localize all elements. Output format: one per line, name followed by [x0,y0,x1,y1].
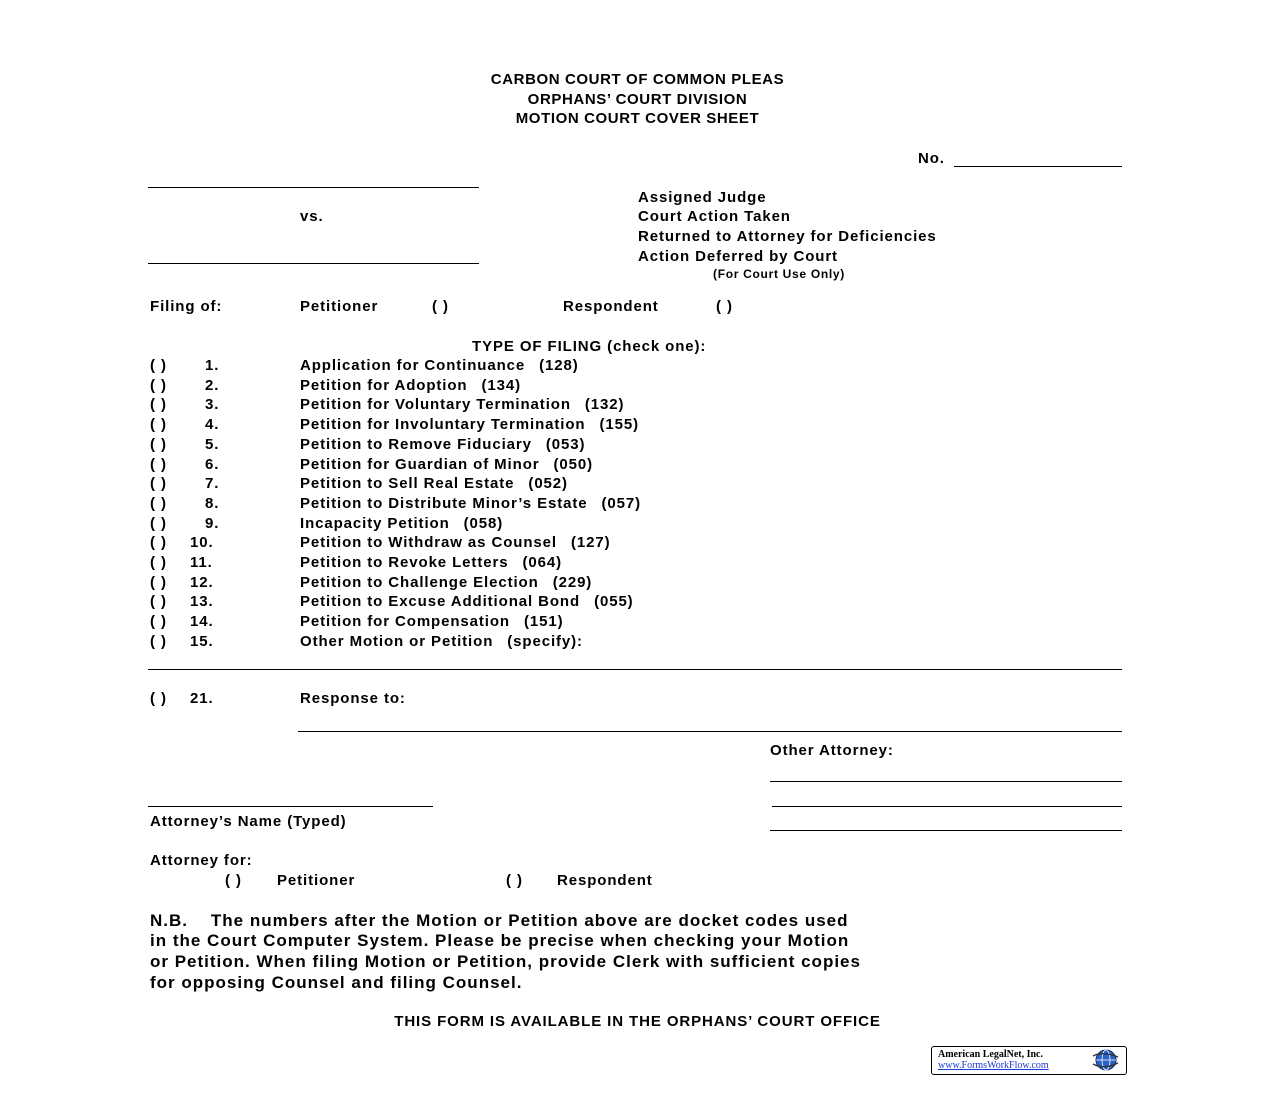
action-deferred-label: Action Deferred by Court [638,248,838,265]
filing-type-row[interactable] [150,357,950,377]
case-number-label: No. [918,150,945,167]
docket-code: (052) [528,475,568,493]
respondent-name-field[interactable] [148,263,479,264]
filing-type-label [300,534,610,551]
filing-type-number: 9. [205,514,220,532]
filing-type-row[interactable] [150,377,950,397]
form-availability-notice: THIS FORM IS AVAILABLE IN THE ORPHANS’ COURT OFFICE [394,1013,881,1030]
filing-type-label [300,436,585,453]
court-action-taken-label: Court Action Taken [638,208,791,225]
filing-type-checkbox[interactable]: ( ) [150,632,167,650]
other-attorney-field-1[interactable] [770,781,1122,782]
filing-type-label [300,613,564,630]
court-use-note: (For Court Use Only) [713,267,846,281]
filing-type-text: Petition to Revoke Letters [300,554,509,571]
docket-code: (229) [552,573,593,591]
other-attorney-field-3[interactable] [770,830,1122,831]
docket-code: (151) [524,613,564,631]
docket-code: (127) [570,534,611,552]
attorney-name-label: Attorney’s Name (Typed) [150,813,347,830]
versus-label: vs. [300,208,324,225]
response-to-field[interactable] [298,731,1122,732]
attorney-for-respondent-checkbox[interactable]: ( ) [506,872,523,889]
type-of-filing-heading: TYPE OF FILING (check one): [472,338,707,355]
filing-type-number: 4. [205,416,220,434]
attorney-for-label: Attorney for: [150,852,253,869]
filing-of-petitioner-checkbox[interactable]: ( ) [432,298,449,315]
filing-of-petitioner-label: Petitioner [300,298,379,315]
filing-type-number: 8. [205,494,220,512]
nb-line-2: in the Court Computer System. Please be precise when checking your Motion [150,931,850,950]
filing-type-text: Application for Continuance [300,357,526,374]
filing-type-row[interactable] [150,456,950,476]
filing-type-number: 1. [205,357,220,374]
filing-of-respondent-label: Respondent [563,298,659,315]
filing-type-row[interactable] [150,633,950,653]
attorney-name-field[interactable] [148,806,433,807]
case-number-field[interactable] [954,166,1122,167]
docket-code: (058) [463,514,504,532]
filing-type-checkbox[interactable]: ( ) [150,534,167,552]
filing-type-number: 15. [190,632,214,650]
other-motion-specify-field[interactable] [148,669,1122,670]
filing-type-row[interactable] [150,534,950,554]
filing-type-checkbox[interactable]: ( ) [150,554,167,571]
response-number: 21. [190,690,214,707]
filing-type-text: Petition for Involuntary Termination [300,416,586,434]
docket-code: (050) [553,455,594,473]
globe-icon [1090,1048,1120,1072]
filing-type-checkbox[interactable]: ( ) [150,514,167,532]
filing-type-checkbox[interactable]: ( ) [150,416,167,434]
filing-type-row[interactable] [150,495,950,515]
filing-type-checkbox[interactable]: ( ) [150,494,167,512]
filing-type-row[interactable] [150,475,950,495]
filing-type-row[interactable] [150,554,950,574]
filing-type-number: 2. [205,376,220,394]
filing-type-number: 14. [190,613,214,631]
filing-type-label [300,633,583,650]
filing-type-row[interactable] [150,515,950,535]
filing-type-row[interactable] [150,574,950,594]
logo-brand-text: American LegalNet, Inc. [938,1049,1043,1060]
filing-type-label [300,396,624,413]
filing-type-text: Petition to Distribute Minor’s Estate [300,494,588,512]
filing-type-row[interactable] [150,396,950,416]
filing-type-text: Petition to Withdraw as Counsel [300,534,557,552]
filing-type-text: Petition to Sell Real Estate [300,475,515,493]
attorney-for-petitioner-checkbox[interactable]: ( ) [225,872,242,889]
filing-type-checkbox[interactable]: ( ) [150,573,167,591]
filing-type-text: Other Motion or Petition [300,632,494,650]
filing-type-checkbox[interactable]: ( ) [150,455,167,473]
response-checkbox[interactable]: ( ) [150,690,167,707]
docket-code: (155) [599,416,639,434]
assigned-judge-label: Assigned Judge [638,189,767,206]
filing-type-number: 5. [205,435,220,453]
logo-url-link[interactable]: www.FormsWorkFlow.com [938,1060,1049,1071]
nb-line-3: or Petition. When filing Motion or Petition, provide Clerk with sufficient copies [150,952,861,971]
filing-type-checkbox[interactable]: ( ) [150,376,167,394]
filing-type-label [300,475,568,492]
filing-type-row[interactable] [150,593,950,613]
filing-type-label [300,554,562,571]
filing-type-label [300,574,592,591]
filing-type-row[interactable] [150,436,950,456]
filing-type-checkbox[interactable]: ( ) [150,613,167,631]
filing-type-checkbox[interactable]: ( ) [150,435,167,453]
filing-type-text: Petition for Adoption [300,376,468,394]
docket-code: (132) [584,396,625,414]
filing-of-label: Filing of: [150,298,223,315]
filing-type-number: 3. [205,396,220,414]
sheet-title: MOTION COURT COVER SHEET [515,110,760,127]
filing-type-row[interactable] [150,416,950,436]
filing-type-checkbox[interactable]: ( ) [150,396,167,414]
filing-type-row[interactable] [150,613,950,633]
docket-code: (057) [601,494,642,512]
american-legalnet-logo[interactable] [931,1046,1127,1075]
filing-of-respondent-checkbox[interactable]: ( ) [716,298,733,315]
other-attorney-field-2[interactable] [772,806,1122,807]
filing-type-text: Petition to Challenge Election [300,573,539,591]
other-attorney-label: Other Attorney: [770,742,894,759]
attorney-for-respondent-label: Respondent [557,872,653,889]
docket-code: (134) [481,376,522,394]
filing-type-label [300,416,639,433]
attorney-for-petitioner-label: Petitioner [277,872,356,889]
docket-code: (128) [539,357,579,374]
filing-type-number: 12. [190,573,214,591]
filing-type-number: 7. [205,475,220,493]
filing-type-text: Incapacity Petition [300,514,450,532]
docket-code: (064) [522,554,562,571]
nb-line-4: for opposing Counsel and filing Counsel. [150,973,523,992]
filing-type-text: Petition for Guardian of Minor [300,455,540,473]
filing-type-text: Petition to Excuse Additional Bond [300,593,581,611]
docket-code: (specify): [507,632,583,650]
petitioner-name-field[interactable] [148,187,479,188]
filing-type-text: Petition for Compensation [300,613,510,631]
filing-type-label [300,456,593,473]
filing-type-label [300,495,641,512]
filing-type-label [300,377,521,394]
response-to-label: Response to: [300,690,406,707]
filing-type-checkbox[interactable]: ( ) [150,357,167,374]
docket-code: (053) [545,435,586,453]
filing-type-number: 13. [190,593,214,611]
filing-type-number: 6. [205,455,220,473]
filing-type-text: Petition for Voluntary Termination [300,396,571,414]
filing-type-checkbox[interactable]: ( ) [150,475,167,493]
returned-deficiencies-label: Returned to Attorney for Deficiencies [638,228,937,245]
filing-type-label [300,515,503,532]
filing-type-label [300,357,579,374]
filing-type-text: Petition to Remove Fiduciary [300,435,532,453]
filing-type-number: 10. [190,534,214,552]
nb-line-1: N.B. The numbers after the Motion or Petition above are docket codes used [150,911,849,930]
filing-type-number: 11. [190,554,213,571]
filing-type-label [300,593,634,610]
filing-type-checkbox[interactable]: ( ) [150,593,167,611]
division-name: ORPHANS’ COURT DIVISION [527,91,748,108]
docket-code: (055) [594,593,634,611]
court-name: CARBON COURT OF COMMON PLEAS [490,71,785,88]
